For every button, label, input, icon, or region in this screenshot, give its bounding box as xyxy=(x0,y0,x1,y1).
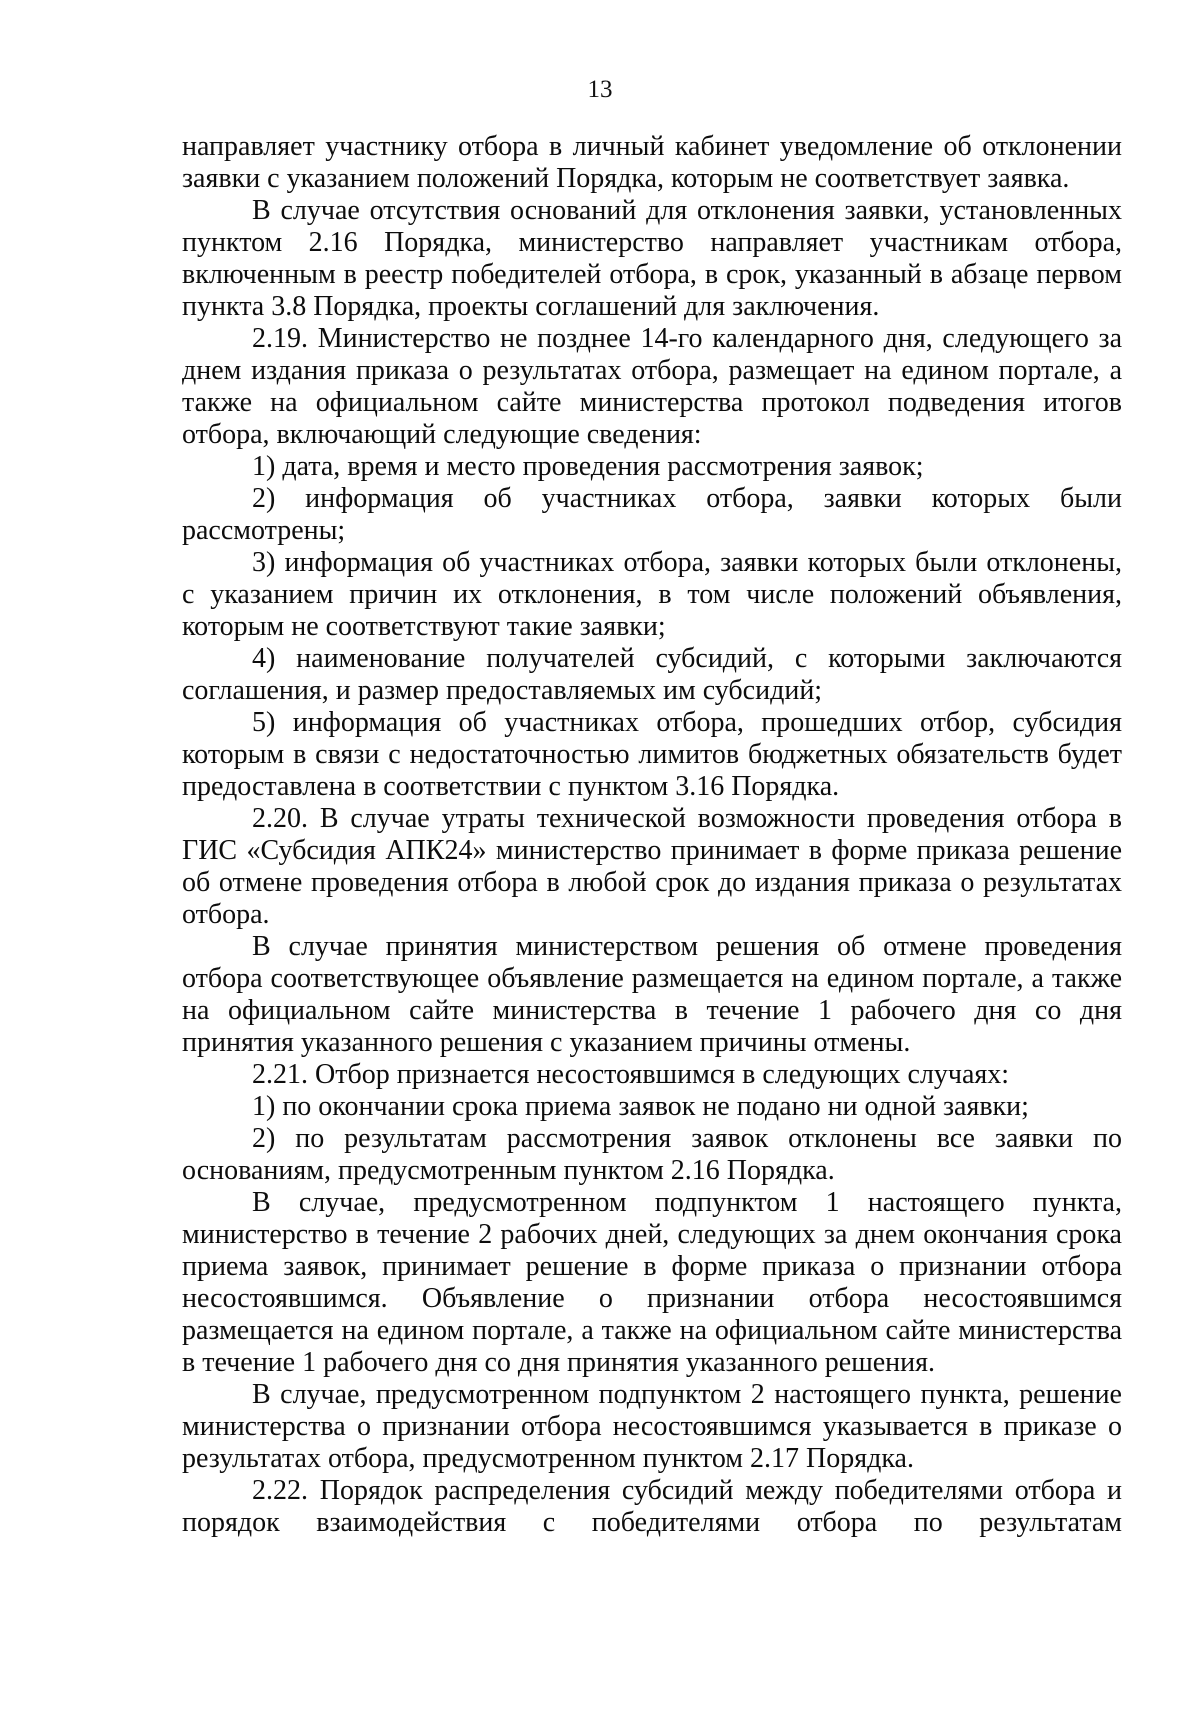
paragraph: В случае, предусмотренном подпунктом 1 настоящего пункта, министерство в течение 2 рабочих дней, следующих за днем окончания срока приема заявок, принимает решение в форме приказа о признании отбора несостоявшимся. Объявление о признании отбора несостоявшимся размещается на едином портале, а также на официальном сайте министерства в течение 1 рабочего дня со дня принятия указанного решения. xyxy=(182,1187,1122,1378)
paragraph: В случае, предусмотренном подпунктом 2 настоящего пункта, решение министерства о признании отбора несостоявшимся указывается в приказе о результатах отбора, предусмотренном пунктом 2.17 Порядка. xyxy=(182,1379,1122,1474)
paragraph-clause-2-20: 2.20. В случае утраты технической возможности проведения отбора в ГИС «Субсидия АПК24» министерство принимает в форме приказа решение об отмене проведения отбора в любой срок до издания приказа о результатах отбора. xyxy=(182,803,1122,930)
paragraph: В случае отсутствия оснований для отклонения заявки, установленных пунктом 2.16 Порядка, министерство направляет участникам отбора, включенным в реестр победителей отбора, в срок, указанный в абзаце первом пункта 3.8 Порядка, проекты соглашений для заключения. xyxy=(182,195,1122,322)
list-item: 2) по результатам рассмотрения заявок отклонены все заявки по основаниям, предусмотренным пунктом 2.16 Порядка. xyxy=(182,1123,1122,1186)
list-item: 2) информация об участниках отбора, заявки которых были рассмотрены; xyxy=(182,483,1122,546)
page-number: 13 xyxy=(587,76,613,103)
document-body xyxy=(182,131,1122,1539)
paragraph-continuation: направляет участнику отбора в личный кабинет уведомление об отклонении заявки с указанием положений Порядка, которым не соответствует заявка. xyxy=(182,131,1122,194)
list-item: 1) по окончании срока приема заявок не подано ни одной заявки; xyxy=(252,1091,1029,1122)
paragraph-clause-2-21: 2.21. Отбор признается несостоявшимся в следующих случаях: xyxy=(252,1059,1010,1090)
list-item: 1) дата, время и место проведения рассмотрения заявок; xyxy=(252,451,924,482)
paragraph-clause-2-22: 2.22. Порядок распределения субсидий между победителями отбора и порядок взаимодействия с победителями отбора по результатам xyxy=(182,1475,1122,1538)
paragraph-clause-2-19: 2.19. Министерство не позднее 14-го календарного дня, следующего за днем издания приказа о результатах отбора, размещает на едином портале, а также на официальном сайте министерства протокол подведения итогов отбора, включающий следующие сведения: xyxy=(182,323,1122,450)
list-item: 3) информация об участниках отбора, заявки которых были отклонены, с указанием причин их отклонения, в том числе положений объявления, которым не соответствуют такие заявки; xyxy=(182,547,1122,642)
paragraph: В случае принятия министерством решения об отмене проведения отбора соответствующее объявление размещается на едином портале, а также на официальном сайте министерства в течение 1 рабочего дня со дня принятия указанного решения с указанием причины отмены. xyxy=(182,931,1122,1058)
list-item: 5) информация об участниках отбора, прошедших отбор, субсидия которым в связи с недостаточностью лимитов бюджетных обязательств будет предоставлена в соответствии с пунктом 3.16 Порядка. xyxy=(182,707,1122,802)
list-item: 4) наименование получателей субсидий, с которыми заключаются соглашения, и размер предоставляемых им субсидий; xyxy=(182,643,1122,706)
